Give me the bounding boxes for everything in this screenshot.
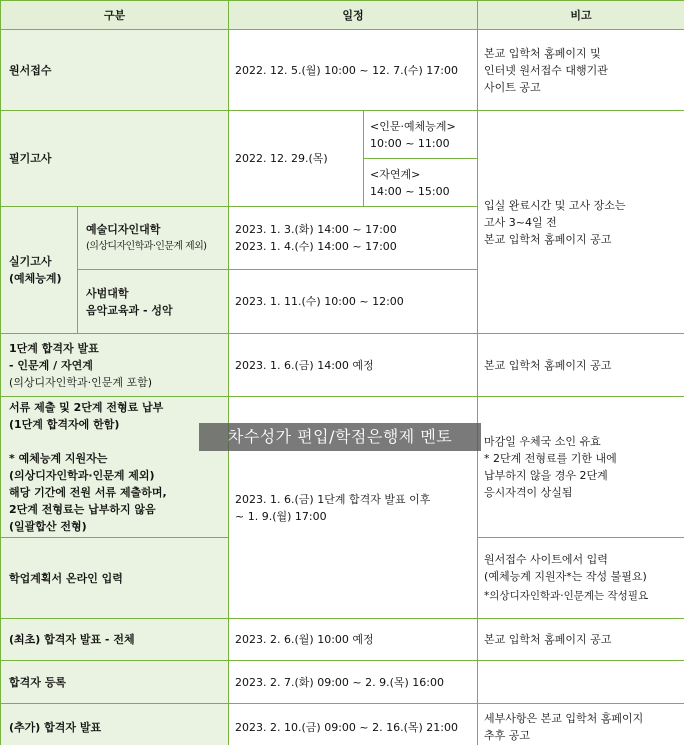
- row-application: [1, 30, 684, 111]
- practical-edu-schedule: 2023. 1. 11.(수) 10:00 ~ 12:00: [229, 270, 478, 334]
- written-note: 입실 완료시간 및 고사 장소는 고사 3~4일 전 본교 입학처 홈페이지 공고: [478, 111, 684, 334]
- stage1-label-cell: [1, 334, 229, 397]
- additional-schedule: 2023. 2. 10.(금) 09:00 ~ 2. 16.(목) 21:00: [229, 704, 478, 745]
- row-written-a: [1, 111, 684, 159]
- stage1-sub: (의상디자인학과·인문계 포함): [9, 375, 153, 389]
- row-additional: [1, 704, 684, 745]
- practical-label: 실기고사 (예체능계): [1, 207, 78, 334]
- practical-edu-college: 사범대학 음악교육과 - 성악: [78, 270, 229, 334]
- watermark-banner: 차수성가 편입/학점은행제 멘토: [199, 423, 481, 451]
- written-humanities-time: <인문·예체능계> 10:00 ~ 11:00: [364, 111, 478, 159]
- registration-note: [478, 661, 684, 704]
- written-schedule: 2022. 12. 29.(목): [229, 111, 364, 207]
- row-documents: [1, 397, 684, 538]
- practical-design-college: [78, 207, 229, 270]
- application-schedule: 2022. 12. 5.(월) 10:00 ~ 12. 7.(수) 17:00: [229, 30, 478, 111]
- final-label: (최초) 합격자 발표 - 전체: [1, 619, 229, 661]
- header-remarks: 비고: [478, 1, 684, 30]
- final-note: 본교 입학처 홈페이지 공고: [478, 619, 684, 661]
- registration-schedule: 2023. 2. 7.(화) 09:00 ~ 2. 9.(목) 16:00: [229, 661, 478, 704]
- header-row: [1, 1, 684, 30]
- design-college-name: 예술디자인대학: [86, 223, 161, 236]
- study-plan-note-cell: [478, 538, 684, 619]
- header-category: 구분: [1, 1, 229, 30]
- header-schedule: 일정: [229, 1, 478, 30]
- stage1-label: 1단계 합격자 발표 - 인문계 / 자연계: [9, 341, 99, 372]
- row-registration: [1, 661, 684, 704]
- additional-label: (추가) 합격자 발표: [1, 704, 229, 745]
- registration-label: 합격자 등록: [1, 661, 229, 704]
- design-college-exclusion: (의상디자인학과·인문계 제외): [86, 241, 207, 252]
- final-schedule: 2023. 2. 6.(월) 10:00 예정: [229, 619, 478, 661]
- documents-label: 서류 제출 및 2단계 전형료 납부 (1단계 합격자에 한함) * 예체능계 지원자는 (의상디자인학과·인문계 제외) 해당 기간에 전원 서류 제출하며, 2단계 전형료는 납부하지 않음 (일괄합산 전형): [1, 397, 229, 538]
- application-note: 본교 입학처 홈페이지 및 인터넷 원서접수 대행기관 사이트 공고: [478, 30, 684, 111]
- additional-note: 세부사항은 본교 입학처 홈페이지 추후 공고: [478, 704, 684, 745]
- documents-schedule: 2023. 1. 6.(금) 1단계 합격자 발표 이후 ~ 1. 9.(월) 17:00: [229, 397, 478, 619]
- study-plan-note: 원서접수 사이트에서 입력 (예체능계 지원자*는 작성 불필요): [484, 553, 647, 583]
- study-plan-label: 학업계획서 온라인 입력: [1, 538, 229, 619]
- study-plan-note2: *의상디자인학과·인문계는 작성필요: [484, 590, 649, 602]
- practical-design-schedule: 2023. 1. 3.(화) 14:00 ~ 17:00 2023. 1. 4.(수) 14:00 ~ 17:00: [229, 207, 478, 270]
- documents-note: 마감일 우체국 소인 유효 * 2단계 전형료를 기한 내에 납부하지 않을 경우 2단계 응시자격이 상실됨: [478, 397, 684, 538]
- application-label: 원서접수: [1, 30, 229, 111]
- written-label: 필기고사: [1, 111, 229, 207]
- stage1-note: 본교 입학처 홈페이지 공고: [478, 334, 684, 397]
- row-stage1: [1, 334, 684, 397]
- written-natural-time: <자연계> 14:00 ~ 15:00: [364, 159, 478, 207]
- stage1-schedule: 2023. 1. 6.(금) 14:00 예정: [229, 334, 478, 397]
- row-final: [1, 619, 684, 661]
